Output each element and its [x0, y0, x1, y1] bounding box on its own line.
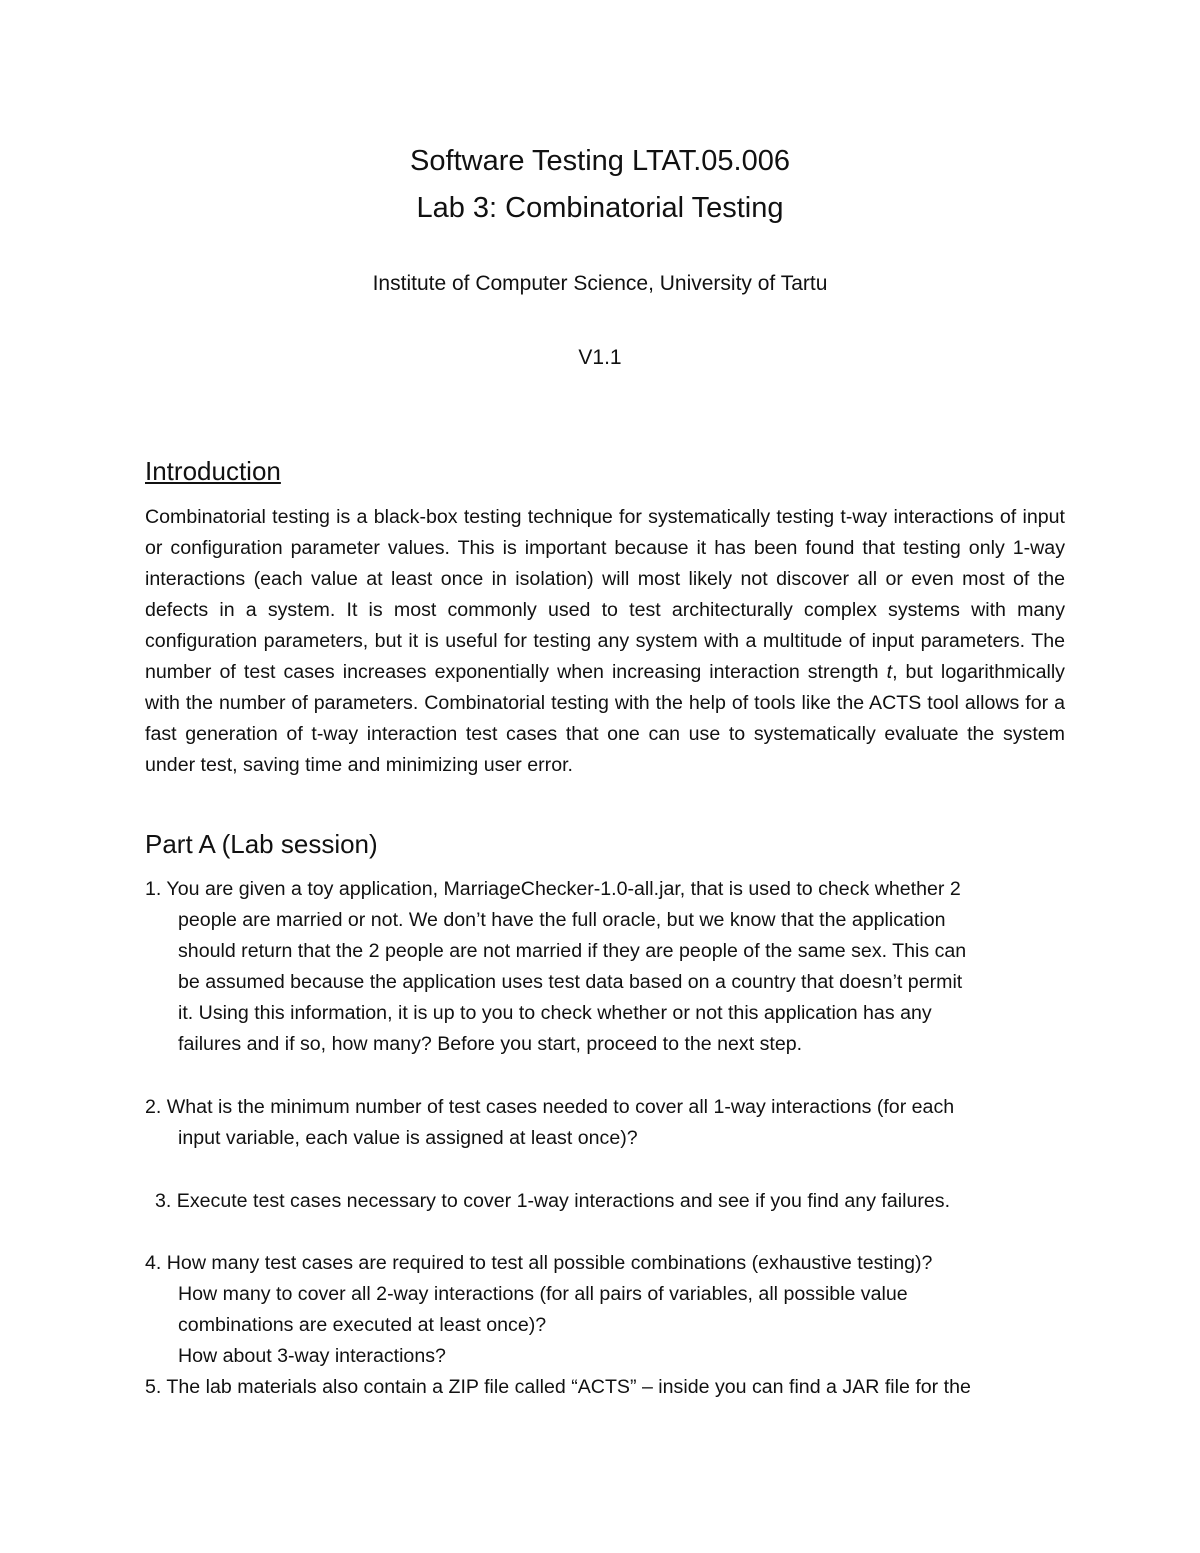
list-item-5 — [145, 1372, 1045, 1403]
part-a-heading: Part A (Lab session) — [145, 829, 378, 859]
list-item-1-line-5: it. Using this information, it is up to you to check whether or not this application has any — [178, 1002, 932, 1024]
list-item-4-line-3: combinations are executed at least once)? — [178, 1314, 547, 1336]
list-item-2-first-line: 2. What is the minimum number of test cases needed to cover all 1-way interactions (for each — [145, 1096, 955, 1118]
list-item-4 — [145, 1248, 1045, 1372]
institute-name: Institute of Computer Science, University of Tartu — [372, 272, 828, 295]
introduction-paragraph — [145, 502, 1065, 781]
list-item-1-first-line: 1. You are given a toy application, MarriageChecker-1.0-all.jar, that is used to check whether 2 — [145, 878, 961, 900]
list-item-5-first-line: 5. The lab materials also contain a ZIP file called “ACTS” – inside you can find a JAR file for the — [145, 1376, 971, 1398]
intro-text-part1: Combinatorial testing is a black-box testing technique for systematically testing t-way interactions of input or configuration parameter values. This is important because it has been found that testing only 1-way interactions (each value at least once in isolation) will most likely not discover all or even most of the defects in a system. It is most commonly used to test architecturally complex systems with many configuration parameters, but it is useful for testing any system with a multitude of input parameters. The number of test cases increases exponentially when increasing interaction strength — [145, 506, 1065, 683]
intro-text-part2: , but logarithmically with the number of parameters. Combinatorial testing with the help of tools like the ACTS tool allows for a fast generation of t-way interaction test cases that one can use to systematically evaluate the system under test, saving time and minimizing user error. — [145, 661, 1065, 776]
version-label: V1.1 — [578, 346, 622, 369]
document-title-line2: Lab 3: Combinatorial Testing — [416, 192, 784, 224]
list-item-4-line-2: How many to cover all 2-way interactions (for all pairs of variables, all possible value — [178, 1283, 908, 1305]
list-item-4-first-line: 4. How many test cases are required to test all possible combinations (exhaustive testing)? — [145, 1252, 933, 1274]
list-item-1-line-6: failures and if so, how many? Before you start, proceed to the next step. — [178, 1033, 803, 1055]
document-title-line1: Software Testing LTAT.05.006 — [410, 145, 790, 177]
list-item-2 — [145, 1092, 1045, 1154]
list-item-3 — [155, 1186, 1055, 1217]
list-item-3-first-line: 3. Execute test cases necessary to cover 1-way interactions and see if you find any failures. — [155, 1190, 951, 1212]
list-item-1-line-2: people are married or not. We don’t have the full oracle, but we know that the application — [178, 909, 946, 931]
list-item-1-line-3: should return that the 2 people are not married if they are people of the same sex. This can — [178, 940, 967, 962]
list-item-1-line-4: be assumed because the application uses test data based on a country that doesn’t permit — [178, 971, 963, 993]
intro-italic-t: t — [886, 661, 893, 683]
list-item-1 — [145, 874, 1045, 1060]
list-item-2-line-2: input variable, each value is assigned at least once)? — [178, 1127, 638, 1149]
list-item-4-line-4: How about 3-way interactions? — [178, 1345, 446, 1367]
introduction-heading: Introduction — [145, 456, 281, 486]
